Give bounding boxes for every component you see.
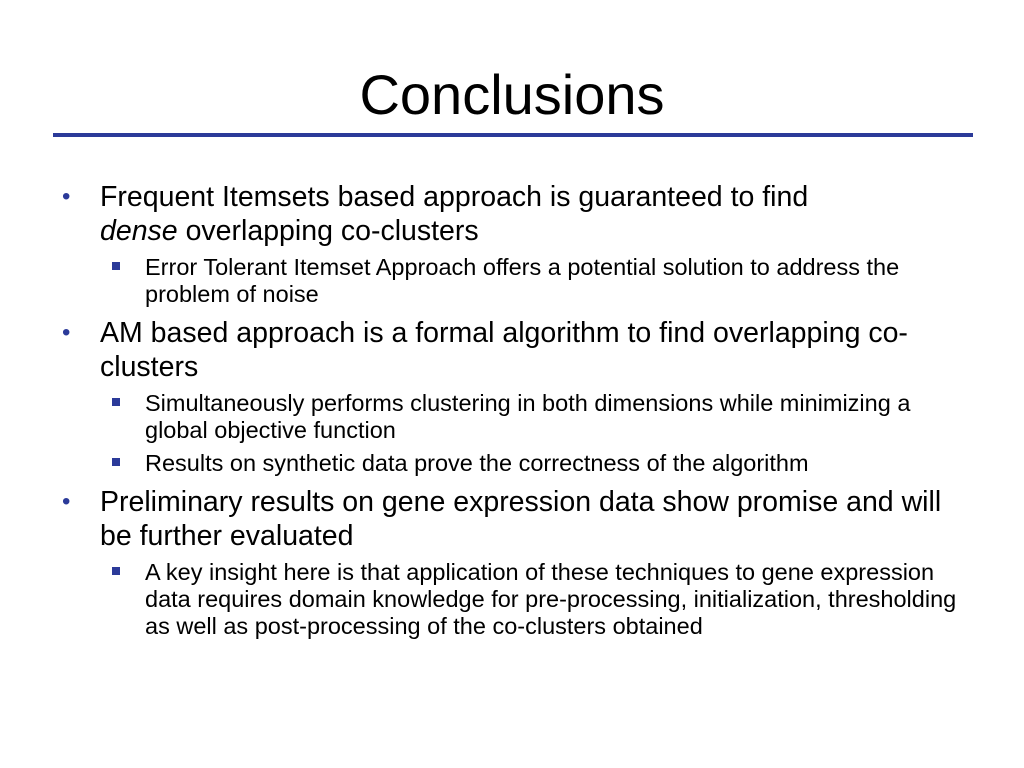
sub-bullet-item: [62, 450, 962, 477]
square-bullet-icon: [112, 398, 120, 406]
square-bullet-icon: [112, 262, 120, 270]
bullet-list: [62, 180, 962, 646]
bullet-text: AM based approach is a formal algorithm to find overlapping co-clusters: [100, 317, 908, 383]
bullet-item: [62, 485, 962, 553]
sub-bullet-item: [62, 390, 962, 444]
title-underline: [53, 133, 973, 137]
sub-bullet-text: Error Tolerant Itemset Approach offers a potential solution to address the problem of noise: [145, 254, 900, 307]
bullet-text-part: overlapping co-clusters: [185, 215, 479, 247]
sub-bullet-text: Simultaneously performs clustering in both dimensions while minimizing a global objective function: [145, 390, 911, 443]
sub-bullet-item: [62, 254, 962, 308]
bullet-item: [62, 180, 962, 248]
bullet-text: Preliminary results on gene expression data show promise and will be further evaluated: [100, 486, 942, 552]
bullet-text-part: Frequent Itemsets based approach is guaranteed to find: [100, 181, 809, 213]
bullet-text-emphasis: dense: [100, 215, 178, 247]
bullet-dot-icon: •: [62, 319, 71, 346]
sub-bullet-text: A key insight here is that application of these techniques to gene expression data requires domain knowledge for pre-processing, initialization, thresholding as well as post-processing of the co-clusters obtained: [145, 559, 957, 639]
square-bullet-icon: [112, 458, 120, 466]
bullet-item: [62, 316, 962, 384]
sub-bullet-text: Results on synthetic data prove the correctness of the algorithm: [145, 450, 809, 476]
slide-title: Conclusions: [359, 63, 665, 126]
bullet-dot-icon: •: [62, 488, 71, 515]
bullet-dot-icon: •: [62, 183, 71, 210]
square-bullet-icon: [112, 567, 120, 575]
sub-bullet-item: [62, 559, 962, 640]
